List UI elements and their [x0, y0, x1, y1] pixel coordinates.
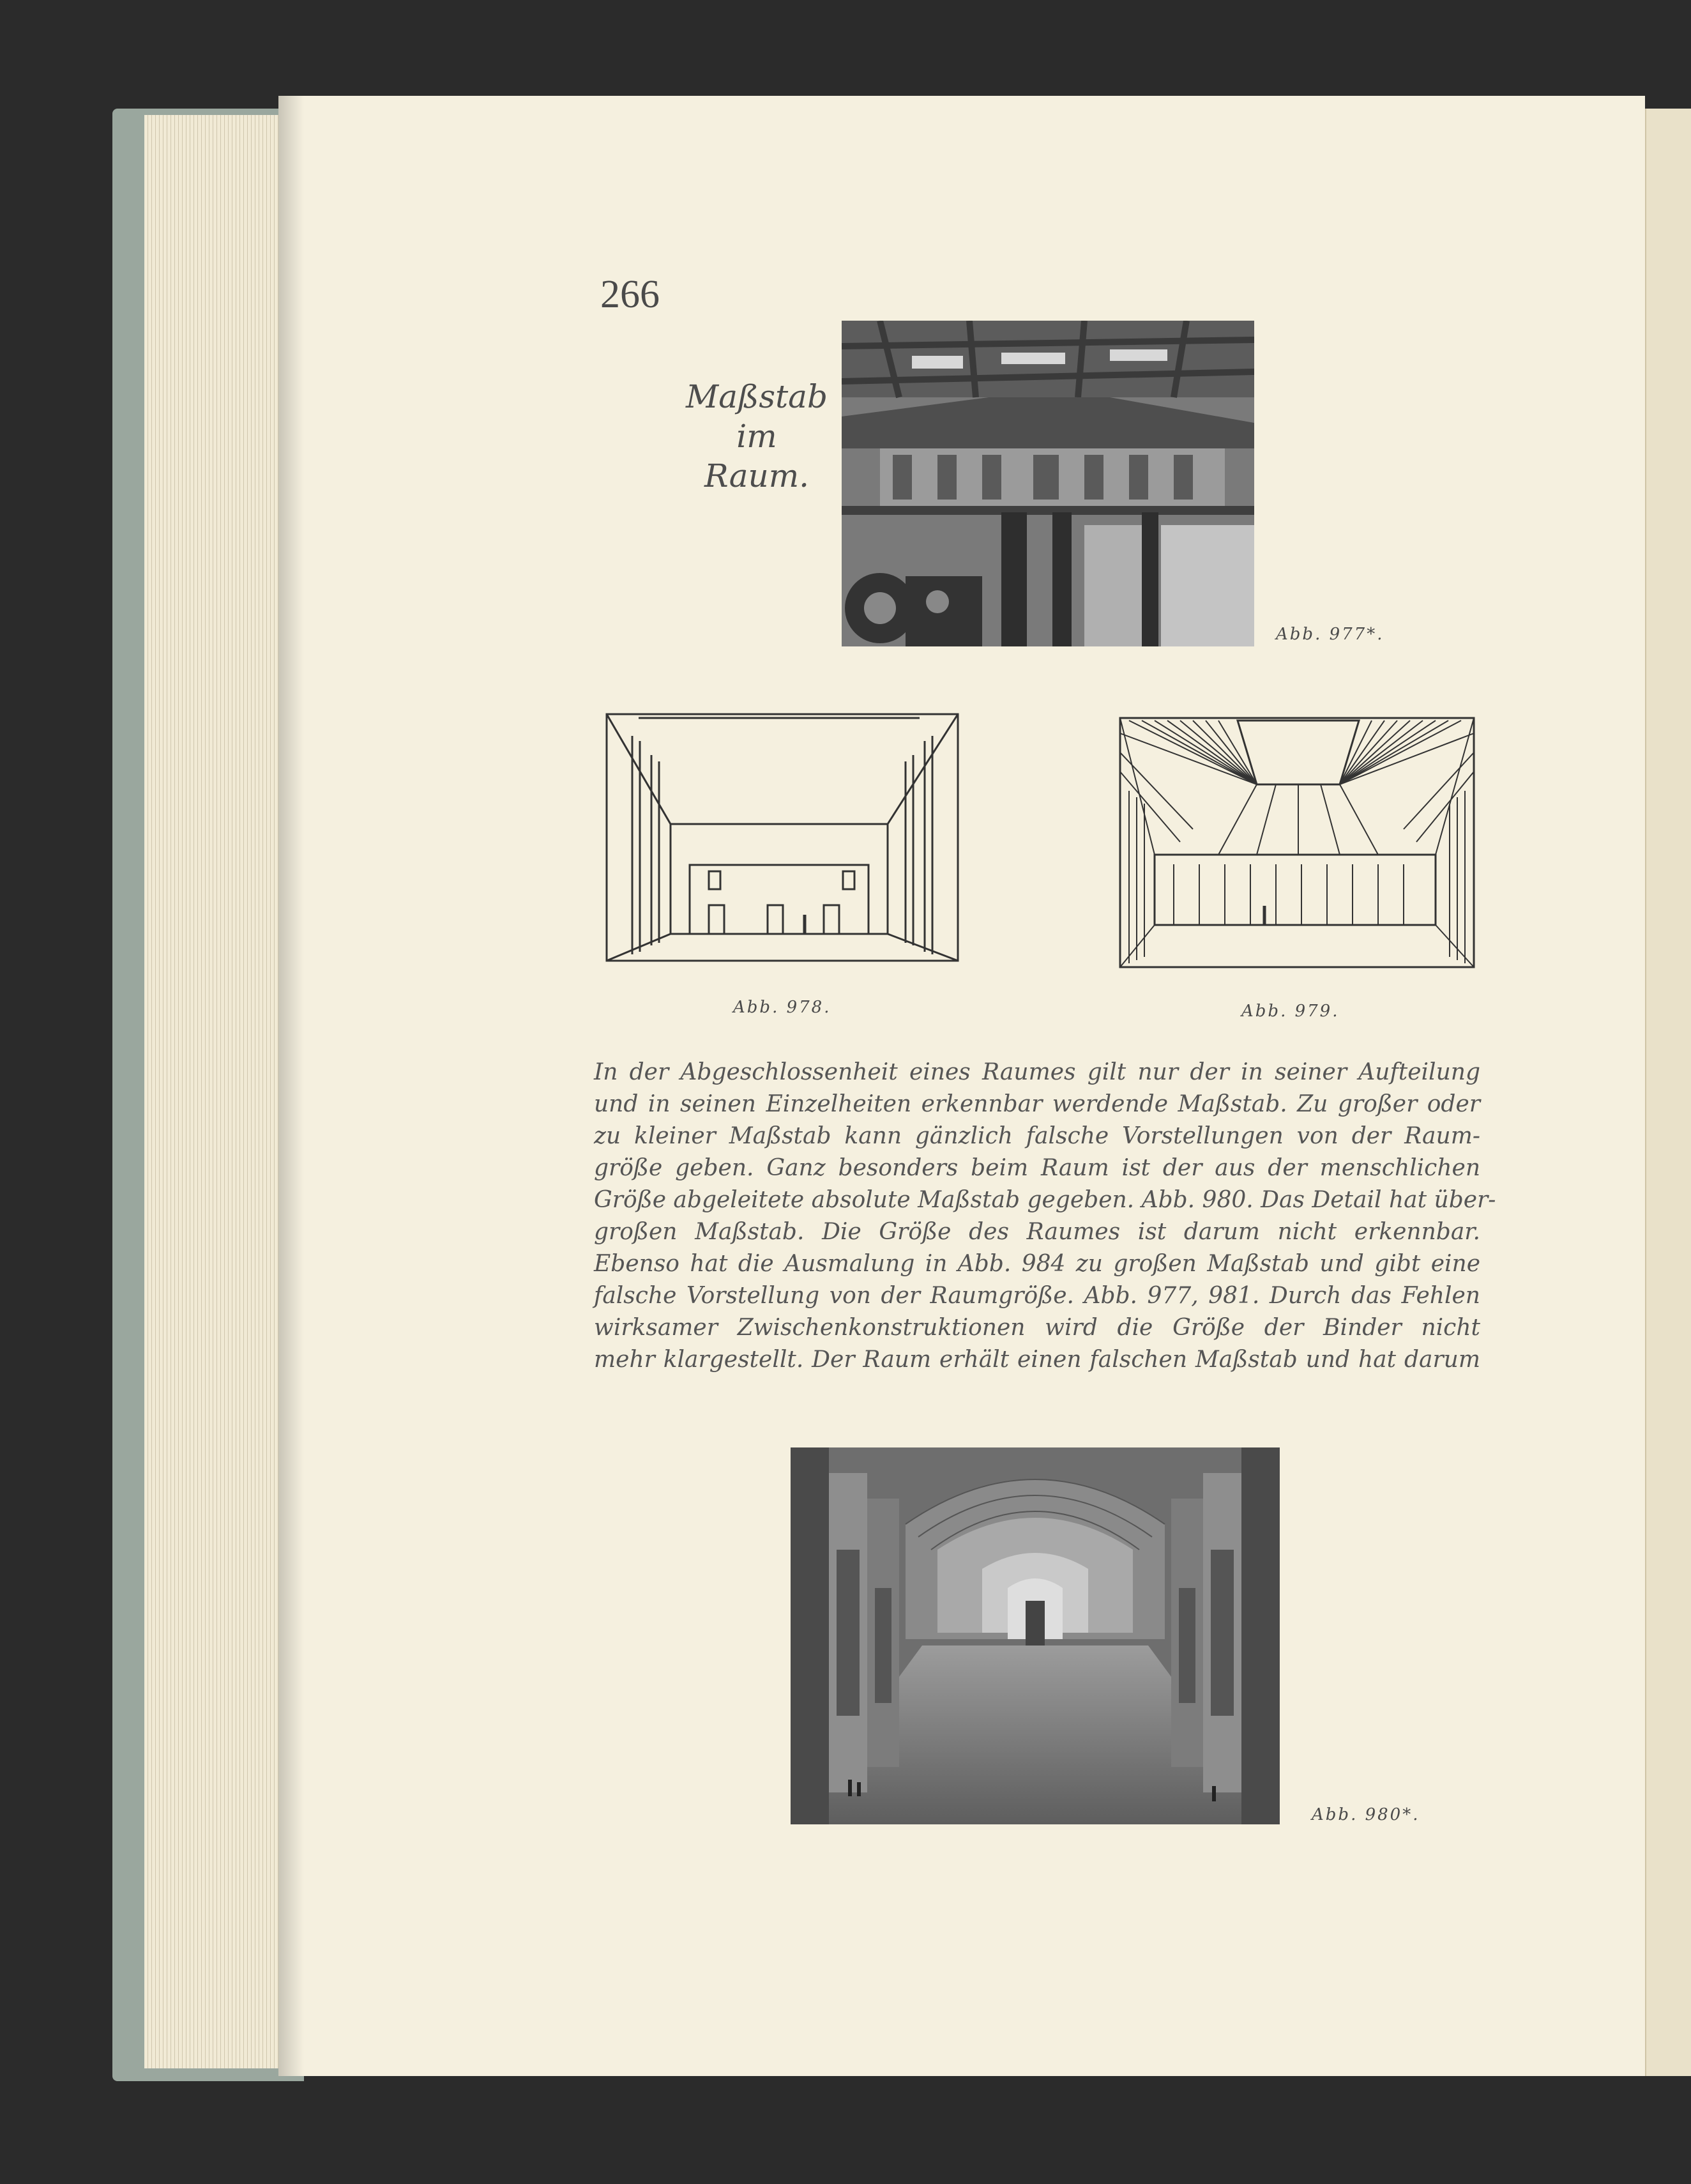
- figure-978-drawing: [600, 710, 964, 965]
- figure-977-caption: Abb. 977*.: [1276, 625, 1384, 644]
- body-line: Ebenso hat die Ausmalung in Abb. 984 zu großen Maßstab und gibt eine: [594, 1251, 1480, 1277]
- page-gutter-shadow: [278, 96, 304, 2076]
- body-line: Größe abgeleitete absolute Maßstab gegeben. Abb. 980. Das Detail hat über-: [594, 1187, 1496, 1213]
- body-line: größe geben. Ganz besonders beim Raum ist der aus der menschlichen: [594, 1155, 1480, 1181]
- page-edges: [144, 115, 278, 2068]
- figure-979-caption: Abb. 979.: [1241, 1002, 1340, 1021]
- side-heading-line-3: Raum.: [704, 457, 810, 494]
- body-line: wirksamer Zwischenkonstruktionen wird die Größe der Binder nicht: [594, 1315, 1480, 1341]
- body-line: falsche Vorstellung von der Raumgröße. Abb. 977, 981. Durch das Fehlen: [594, 1283, 1480, 1309]
- figure-978-caption: Abb. 978.: [733, 998, 831, 1017]
- side-heading: [664, 377, 849, 496]
- side-heading-line-2: im: [736, 418, 777, 455]
- page-number: 266: [600, 273, 660, 316]
- body-line: großen Maßstab. Die Größe des Raumes ist darum nicht erkennbar.: [594, 1219, 1480, 1245]
- figure-977-photo: [842, 321, 1254, 646]
- body-line: In der Abgeschlossenheit eines Raumes gilt nur der in seiner Aufteilung: [594, 1059, 1480, 1085]
- figure-980-photo: [791, 1447, 1280, 1824]
- body-paragraph: [594, 1057, 1496, 1376]
- side-heading-line-1: Maßstab: [686, 378, 828, 415]
- body-line: mehr klargestellt. Der Raum erhält einen falschen Maßstab und hat darum: [594, 1347, 1480, 1373]
- body-line: und in seinen Einzelheiten erkennbar werdende Maßstab. Zu großer oder: [594, 1091, 1480, 1117]
- figure-980-caption: Abb. 980*.: [1312, 1805, 1420, 1824]
- facing-page-edge: [1645, 109, 1691, 2076]
- body-line: zu kleiner Maßstab kann gänzlich falsche Vorstellungen von der Raum-: [594, 1123, 1480, 1149]
- figure-979-drawing: [1116, 714, 1478, 970]
